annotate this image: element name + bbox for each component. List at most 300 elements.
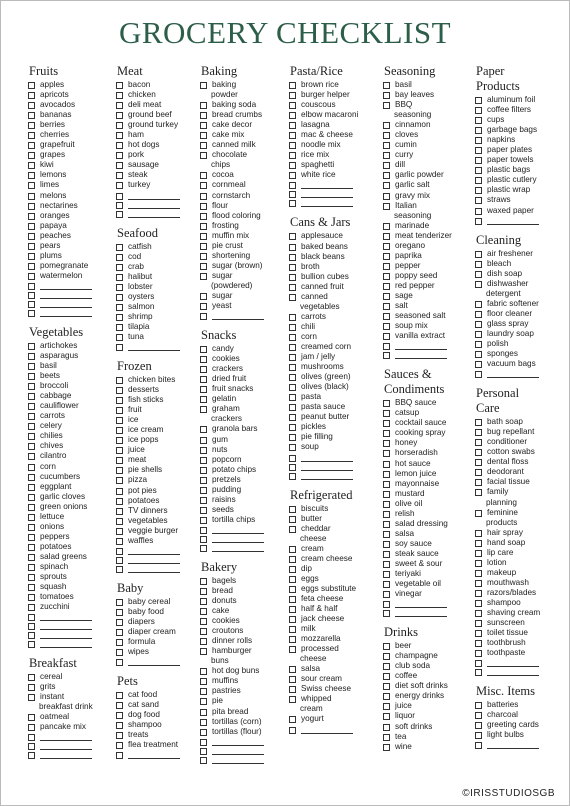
checkbox-icon[interactable]: [289, 191, 296, 198]
checkbox-icon[interactable]: [475, 321, 482, 328]
checkbox-icon[interactable]: [116, 477, 123, 484]
checkbox-icon[interactable]: [28, 193, 35, 200]
checkbox-icon[interactable]: [475, 157, 482, 164]
checkbox-icon[interactable]: [475, 722, 482, 729]
checkbox-icon[interactable]: [116, 193, 123, 200]
checkbox-icon[interactable]: [383, 450, 390, 457]
checkbox-icon[interactable]: [200, 437, 207, 444]
checkbox-icon[interactable]: [289, 506, 296, 513]
checkbox-icon[interactable]: [200, 293, 207, 300]
checkbox-icon[interactable]: [116, 334, 123, 341]
checkbox-icon[interactable]: [200, 386, 207, 393]
checkbox-icon[interactable]: [200, 678, 207, 685]
blank-write-in-line[interactable]: [128, 750, 180, 759]
checkbox-icon[interactable]: [200, 112, 207, 119]
checkbox-icon[interactable]: [383, 673, 390, 680]
checkbox-icon[interactable]: [28, 594, 35, 601]
checkbox-icon[interactable]: [28, 632, 35, 639]
blank-write-in-line[interactable]: [301, 462, 353, 471]
checkbox-icon[interactable]: [28, 273, 35, 280]
checkbox-icon[interactable]: [116, 254, 123, 261]
checkbox-icon[interactable]: [289, 233, 296, 240]
checkbox-icon[interactable]: [28, 292, 35, 299]
checkbox-icon[interactable]: [28, 203, 35, 210]
checkbox-icon[interactable]: [200, 447, 207, 454]
checkbox-icon[interactable]: [116, 387, 123, 394]
checkbox-icon[interactable]: [383, 683, 390, 690]
checkbox-icon[interactable]: [383, 263, 390, 270]
checkbox-icon[interactable]: [383, 461, 390, 468]
checkbox-icon[interactable]: [289, 516, 296, 523]
checkbox-icon[interactable]: [200, 152, 207, 159]
checkbox-icon[interactable]: [383, 724, 390, 731]
checkbox-icon[interactable]: [383, 233, 390, 240]
checkbox-icon[interactable]: [200, 638, 207, 645]
checkbox-icon[interactable]: [475, 97, 482, 104]
checkbox-icon[interactable]: [116, 488, 123, 495]
checkbox-icon[interactable]: [289, 264, 296, 271]
checkbox-icon[interactable]: [200, 406, 207, 413]
checkbox-icon[interactable]: [116, 264, 123, 271]
checkbox-icon[interactable]: [200, 739, 207, 746]
checkbox-icon[interactable]: [383, 481, 390, 488]
checkbox-icon[interactable]: [383, 152, 390, 159]
blank-write-in-line[interactable]: [40, 741, 92, 750]
checkbox-icon[interactable]: [475, 550, 482, 557]
blank-write-in-line[interactable]: [487, 740, 539, 749]
checkbox-icon[interactable]: [475, 429, 482, 436]
checkbox-icon[interactable]: [200, 223, 207, 230]
checkbox-icon[interactable]: [200, 517, 207, 524]
checkbox-icon[interactable]: [475, 590, 482, 597]
blank-write-in-line[interactable]: [40, 630, 92, 639]
checkbox-icon[interactable]: [475, 742, 482, 749]
checkbox-icon[interactable]: [475, 251, 482, 258]
checkbox-icon[interactable]: [116, 112, 123, 119]
checkbox-icon[interactable]: [383, 744, 390, 751]
checkbox-icon[interactable]: [383, 313, 390, 320]
blank-write-in-line[interactable]: [487, 369, 539, 378]
checkbox-icon[interactable]: [475, 127, 482, 134]
checkbox-icon[interactable]: [289, 716, 296, 723]
checkbox-icon[interactable]: [475, 197, 482, 204]
blank-write-in-line[interactable]: [40, 308, 92, 317]
checkbox-icon[interactable]: [289, 646, 296, 653]
checkbox-icon[interactable]: [28, 484, 35, 491]
checkbox-icon[interactable]: [475, 620, 482, 627]
checkbox-icon[interactable]: [289, 132, 296, 139]
blank-write-in-line[interactable]: [128, 342, 180, 351]
checkbox-icon[interactable]: [116, 659, 123, 666]
checkbox-icon[interactable]: [289, 566, 296, 573]
checkbox-icon[interactable]: [28, 433, 35, 440]
checkbox-icon[interactable]: [289, 636, 296, 643]
checkbox-icon[interactable]: [475, 361, 482, 368]
checkbox-icon[interactable]: [28, 453, 35, 460]
blank-write-in-line[interactable]: [128, 657, 180, 666]
checkbox-icon[interactable]: [200, 426, 207, 433]
checkbox-icon[interactable]: [289, 546, 296, 553]
checkbox-icon[interactable]: [28, 122, 35, 129]
checkbox-icon[interactable]: [116, 566, 123, 573]
checkbox-icon[interactable]: [289, 324, 296, 331]
checkbox-icon[interactable]: [383, 162, 390, 169]
checkbox-icon[interactable]: [475, 107, 482, 114]
checkbox-icon[interactable]: [383, 531, 390, 538]
checkbox-icon[interactable]: [28, 544, 35, 551]
checkbox-icon[interactable]: [475, 479, 482, 486]
checkbox-icon[interactable]: [289, 424, 296, 431]
blank-write-in-line[interactable]: [487, 658, 539, 667]
checkbox-icon[interactable]: [200, 719, 207, 726]
checkbox-icon[interactable]: [28, 584, 35, 591]
checkbox-icon[interactable]: [289, 394, 296, 401]
blank-write-in-line[interactable]: [40, 290, 92, 299]
checkbox-icon[interactable]: [383, 303, 390, 310]
checkbox-icon[interactable]: [200, 477, 207, 484]
checkbox-icon[interactable]: [289, 464, 296, 471]
checkbox-icon[interactable]: [475, 147, 482, 154]
checkbox-icon[interactable]: [289, 727, 296, 734]
checkbox-icon[interactable]: [28, 243, 35, 250]
checkbox-icon[interactable]: [116, 437, 123, 444]
checkbox-icon[interactable]: [200, 729, 207, 736]
checkbox-icon[interactable]: [289, 244, 296, 251]
checkbox-icon[interactable]: [200, 366, 207, 373]
checkbox-icon[interactable]: [289, 112, 296, 119]
checkbox-icon[interactable]: [289, 254, 296, 261]
checkbox-icon[interactable]: [28, 310, 35, 317]
checkbox-icon[interactable]: [383, 293, 390, 300]
checkbox-icon[interactable]: [383, 601, 390, 608]
checkbox-icon[interactable]: [28, 694, 35, 701]
checkbox-icon[interactable]: [289, 182, 296, 189]
checkbox-icon[interactable]: [383, 132, 390, 139]
checkbox-icon[interactable]: [200, 243, 207, 250]
checkbox-icon[interactable]: [116, 557, 123, 564]
checkbox-icon[interactable]: [289, 676, 296, 683]
checkbox-icon[interactable]: [28, 641, 35, 648]
blank-write-in-line[interactable]: [301, 453, 353, 462]
checkbox-icon[interactable]: [200, 313, 207, 320]
checkbox-icon[interactable]: [383, 352, 390, 359]
checkbox-icon[interactable]: [289, 274, 296, 281]
checkbox-icon[interactable]: [116, 639, 123, 646]
blank-write-in-line[interactable]: [40, 281, 92, 290]
checkbox-icon[interactable]: [383, 581, 390, 588]
checkbox-icon[interactable]: [28, 413, 35, 420]
checkbox-icon[interactable]: [200, 102, 207, 109]
checkbox-icon[interactable]: [475, 281, 482, 288]
checkbox-icon[interactable]: [200, 376, 207, 383]
checkbox-icon[interactable]: [28, 383, 35, 390]
checkbox-icon[interactable]: [200, 648, 207, 655]
blank-write-in-line[interactable]: [128, 564, 180, 573]
blank-write-in-line[interactable]: [487, 216, 539, 225]
checkbox-icon[interactable]: [200, 182, 207, 189]
checkbox-icon[interactable]: [28, 724, 35, 731]
checkbox-icon[interactable]: [475, 489, 482, 496]
checkbox-icon[interactable]: [475, 271, 482, 278]
checkbox-icon[interactable]: [475, 341, 482, 348]
checkbox-icon[interactable]: [28, 373, 35, 380]
checkbox-icon[interactable]: [116, 344, 123, 351]
checkbox-icon[interactable]: [200, 303, 207, 310]
checkbox-icon[interactable]: [383, 333, 390, 340]
checkbox-icon[interactable]: [200, 497, 207, 504]
checkbox-icon[interactable]: [28, 82, 35, 89]
checkbox-icon[interactable]: [475, 331, 482, 338]
checkbox-icon[interactable]: [475, 600, 482, 607]
checkbox-icon[interactable]: [200, 263, 207, 270]
checkbox-icon[interactable]: [383, 172, 390, 179]
checkbox-icon[interactable]: [116, 284, 123, 291]
checkbox-icon[interactable]: [289, 364, 296, 371]
checkbox-icon[interactable]: [289, 384, 296, 391]
checkbox-icon[interactable]: [383, 591, 390, 598]
blank-write-in-line[interactable]: [128, 191, 180, 200]
blank-write-in-line[interactable]: [40, 612, 92, 621]
checkbox-icon[interactable]: [475, 439, 482, 446]
checkbox-icon[interactable]: [116, 508, 123, 515]
checkbox-icon[interactable]: [116, 528, 123, 535]
checkbox-icon[interactable]: [116, 211, 123, 218]
blank-write-in-line[interactable]: [301, 189, 353, 198]
checkbox-icon[interactable]: [200, 527, 207, 534]
checkbox-icon[interactable]: [475, 449, 482, 456]
checkbox-icon[interactable]: [116, 447, 123, 454]
checkbox-icon[interactable]: [116, 274, 123, 281]
checkbox-icon[interactable]: [200, 578, 207, 585]
checkbox-icon[interactable]: [200, 346, 207, 353]
checkbox-icon[interactable]: [28, 623, 35, 630]
checkbox-icon[interactable]: [383, 551, 390, 558]
checkbox-icon[interactable]: [383, 663, 390, 670]
checkbox-icon[interactable]: [383, 82, 390, 89]
checkbox-icon[interactable]: [28, 684, 35, 691]
checkbox-icon[interactable]: [116, 417, 123, 424]
checkbox-icon[interactable]: [116, 649, 123, 656]
blank-write-in-line[interactable]: [40, 732, 92, 741]
checkbox-icon[interactable]: [383, 501, 390, 508]
blank-write-in-line[interactable]: [301, 471, 353, 480]
blank-write-in-line[interactable]: [395, 341, 447, 350]
checkbox-icon[interactable]: [475, 530, 482, 537]
checkbox-icon[interactable]: [383, 541, 390, 548]
checkbox-icon[interactable]: [28, 223, 35, 230]
checkbox-icon[interactable]: [383, 491, 390, 498]
checkbox-icon[interactable]: [116, 294, 123, 301]
checkbox-icon[interactable]: [116, 102, 123, 109]
checkbox-icon[interactable]: [116, 609, 123, 616]
checkbox-icon[interactable]: [28, 363, 35, 370]
checkbox-icon[interactable]: [116, 692, 123, 699]
checkbox-icon[interactable]: [116, 132, 123, 139]
checkbox-icon[interactable]: [289, 334, 296, 341]
checkbox-icon[interactable]: [475, 669, 482, 676]
checkbox-icon[interactable]: [200, 698, 207, 705]
checkbox-icon[interactable]: [28, 734, 35, 741]
checkbox-icon[interactable]: [200, 588, 207, 595]
checkbox-icon[interactable]: [383, 713, 390, 720]
checkbox-icon[interactable]: [383, 643, 390, 650]
checkbox-icon[interactable]: [116, 702, 123, 709]
checkbox-icon[interactable]: [475, 301, 482, 308]
checkbox-icon[interactable]: [28, 524, 35, 531]
checkbox-icon[interactable]: [475, 650, 482, 657]
checkbox-icon[interactable]: [28, 534, 35, 541]
blank-write-in-line[interactable]: [212, 737, 264, 746]
checkbox-icon[interactable]: [289, 586, 296, 593]
checkbox-icon[interactable]: [289, 92, 296, 99]
checkbox-icon[interactable]: [383, 610, 390, 617]
checkbox-icon[interactable]: [383, 193, 390, 200]
checkbox-icon[interactable]: [116, 712, 123, 719]
checkbox-icon[interactable]: [200, 457, 207, 464]
checkbox-icon[interactable]: [116, 457, 123, 464]
checkbox-icon[interactable]: [289, 526, 296, 533]
checkbox-icon[interactable]: [289, 606, 296, 613]
checkbox-icon[interactable]: [28, 554, 35, 561]
blank-write-in-line[interactable]: [301, 180, 353, 189]
blank-write-in-line[interactable]: [395, 608, 447, 617]
checkbox-icon[interactable]: [116, 244, 123, 251]
checkbox-icon[interactable]: [289, 666, 296, 673]
blank-write-in-line[interactable]: [40, 639, 92, 648]
checkbox-icon[interactable]: [28, 102, 35, 109]
checkbox-icon[interactable]: [289, 314, 296, 321]
checkbox-icon[interactable]: [289, 172, 296, 179]
checkbox-icon[interactable]: [28, 393, 35, 400]
checkbox-icon[interactable]: [475, 630, 482, 637]
checkbox-icon[interactable]: [28, 494, 35, 501]
checkbox-icon[interactable]: [116, 599, 123, 606]
checkbox-icon[interactable]: [383, 511, 390, 518]
checkbox-icon[interactable]: [289, 616, 296, 623]
checkbox-icon[interactable]: [28, 162, 35, 169]
checkbox-icon[interactable]: [200, 487, 207, 494]
checkbox-icon[interactable]: [116, 202, 123, 209]
checkbox-icon[interactable]: [475, 371, 482, 378]
checkbox-icon[interactable]: [289, 455, 296, 462]
checkbox-icon[interactable]: [289, 152, 296, 159]
blank-write-in-line[interactable]: [212, 525, 264, 534]
checkbox-icon[interactable]: [28, 182, 35, 189]
checkbox-icon[interactable]: [28, 343, 35, 350]
checkbox-icon[interactable]: [28, 132, 35, 139]
blank-write-in-line[interactable]: [40, 621, 92, 630]
checkbox-icon[interactable]: [289, 576, 296, 583]
blank-write-in-line[interactable]: [212, 755, 264, 764]
checkbox-icon[interactable]: [28, 504, 35, 511]
checkbox-icon[interactable]: [116, 314, 123, 321]
checkbox-icon[interactable]: [200, 233, 207, 240]
checkbox-icon[interactable]: [475, 261, 482, 268]
checkbox-icon[interactable]: [116, 548, 123, 555]
checkbox-icon[interactable]: [383, 182, 390, 189]
checkbox-icon[interactable]: [383, 343, 390, 350]
checkbox-icon[interactable]: [116, 304, 123, 311]
checkbox-icon[interactable]: [475, 660, 482, 667]
checkbox-icon[interactable]: [383, 734, 390, 741]
blank-write-in-line[interactable]: [301, 198, 353, 207]
checkbox-icon[interactable]: [200, 757, 207, 764]
checkbox-icon[interactable]: [116, 92, 123, 99]
checkbox-icon[interactable]: [200, 82, 207, 89]
blank-write-in-line[interactable]: [128, 546, 180, 555]
blank-write-in-line[interactable]: [128, 209, 180, 218]
checkbox-icon[interactable]: [116, 619, 123, 626]
checkbox-icon[interactable]: [289, 200, 296, 207]
checkbox-icon[interactable]: [200, 608, 207, 615]
checkbox-icon[interactable]: [28, 301, 35, 308]
checkbox-icon[interactable]: [116, 377, 123, 384]
checkbox-icon[interactable]: [475, 540, 482, 547]
checkbox-icon[interactable]: [28, 443, 35, 450]
checkbox-icon[interactable]: [200, 142, 207, 149]
checkbox-icon[interactable]: [116, 629, 123, 636]
checkbox-icon[interactable]: [475, 167, 482, 174]
checkbox-icon[interactable]: [383, 653, 390, 660]
checkbox-icon[interactable]: [475, 137, 482, 144]
checkbox-icon[interactable]: [200, 467, 207, 474]
checkbox-icon[interactable]: [289, 404, 296, 411]
checkbox-icon[interactable]: [383, 440, 390, 447]
blank-write-in-line[interactable]: [40, 750, 92, 759]
checkbox-icon[interactable]: [116, 467, 123, 474]
checkbox-icon[interactable]: [28, 474, 35, 481]
checkbox-icon[interactable]: [383, 243, 390, 250]
checkbox-icon[interactable]: [116, 182, 123, 189]
checkbox-icon[interactable]: [475, 459, 482, 466]
blank-write-in-line[interactable]: [212, 543, 264, 552]
blank-write-in-line[interactable]: [395, 599, 447, 608]
checkbox-icon[interactable]: [383, 102, 390, 109]
checkbox-icon[interactable]: [28, 714, 35, 721]
blank-write-in-line[interactable]: [395, 350, 447, 359]
checkbox-icon[interactable]: [475, 311, 482, 318]
checkbox-icon[interactable]: [200, 618, 207, 625]
checkbox-icon[interactable]: [116, 407, 123, 414]
checkbox-icon[interactable]: [116, 324, 123, 331]
checkbox-icon[interactable]: [289, 473, 296, 480]
checkbox-icon[interactable]: [289, 284, 296, 291]
checkbox-icon[interactable]: [289, 626, 296, 633]
checkbox-icon[interactable]: [28, 674, 35, 681]
checkbox-icon[interactable]: [200, 193, 207, 200]
checkbox-icon[interactable]: [475, 610, 482, 617]
checkbox-icon[interactable]: [116, 82, 123, 89]
checkbox-icon[interactable]: [383, 420, 390, 427]
checkbox-icon[interactable]: [289, 556, 296, 563]
checkbox-icon[interactable]: [289, 686, 296, 693]
checkbox-icon[interactable]: [28, 233, 35, 240]
checkbox-icon[interactable]: [28, 752, 35, 759]
checkbox-icon[interactable]: [383, 521, 390, 528]
checkbox-icon[interactable]: [383, 410, 390, 417]
blank-write-in-line[interactable]: [212, 311, 264, 320]
checkbox-icon[interactable]: [116, 732, 123, 739]
checkbox-icon[interactable]: [475, 177, 482, 184]
checkbox-icon[interactable]: [28, 172, 35, 179]
checkbox-icon[interactable]: [28, 112, 35, 119]
blank-write-in-line[interactable]: [212, 746, 264, 755]
checkbox-icon[interactable]: [28, 403, 35, 410]
checkbox-icon[interactable]: [475, 510, 482, 517]
checkbox-icon[interactable]: [28, 464, 35, 471]
checkbox-icon[interactable]: [200, 598, 207, 605]
checkbox-icon[interactable]: [116, 152, 123, 159]
